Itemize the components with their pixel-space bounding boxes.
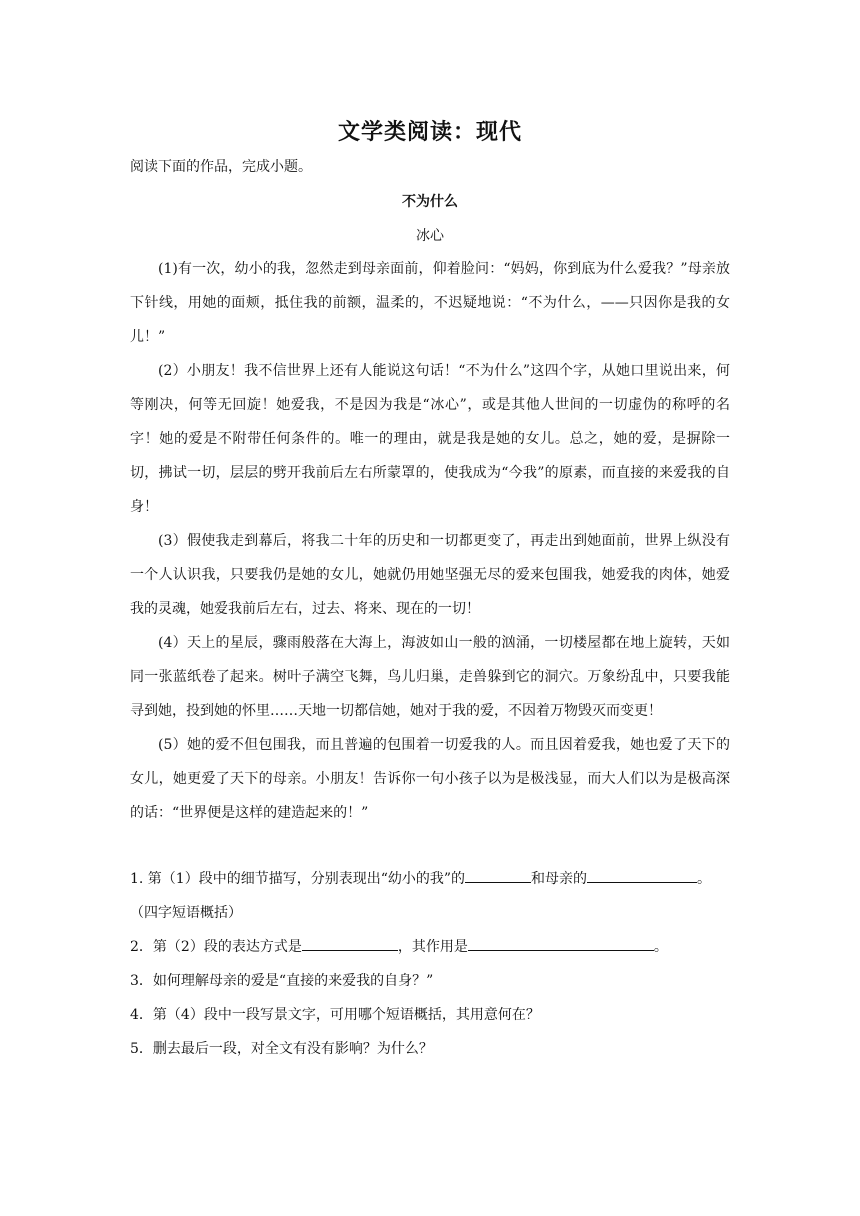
question-1 [130, 868, 711, 888]
instruction-text: 阅读下面的作品，完成小题。 [130, 159, 312, 175]
page-title: 文学类阅读：现代 [337, 120, 522, 145]
article-title: 不为什么 [402, 194, 458, 210]
question-1-text-b: 和母亲的 [531, 871, 588, 887]
question-2-text-b: ，其作用是 [397, 939, 468, 955]
question-2-text-a: 2．第（2）段的表达方式是 [130, 939, 302, 955]
question-1-text-c: 。 [697, 871, 712, 887]
question-4: 4．第（4）段中一段写景文字，可用哪个短语概括，其用意何在？ [130, 1007, 540, 1023]
answer-blank-2b[interactable] [468, 936, 654, 951]
question-5: 5．删去最后一段，对全文有没有影响？为什么？ [130, 1041, 433, 1057]
question-1-text-a: 1. 第（1）段中的细节描写，分别表现出“幼小的我”的 [130, 871, 466, 887]
question-3: 3．如何理解母亲的爱是“直接的来爱我的自身？” [130, 973, 434, 989]
paragraph-2: (2）小朋友！我不信世界上还有人能说这句话！“不为什么”这四个字，从她口里说出来，何等刚决，何等无回旋！她爱我，不是因为我是“冰心”，或是其他人世间的一切虚伪的称呼的名字！她的爱是不附带任何条件的。唯一的理由，就是我是她的女儿。总之，她的爱，是摒除一切，拂试一切，层层的劈开我前后左右所蒙罩的，使我成为“今我”的原素，而直接的来爱我的自身！ [130, 363, 730, 515]
paragraph-3: (3）假使我走到幕后，将我二十年的历史和一切都更变了，再走出到她面前，世界上纵没有一个人认识我，只要我仍是她的女儿，她就仍用她坚强无尽的爱来包围我，她爱我的肉体，她爱我的灵魂，她爱我前后左右，过去、将来、现在的一切！ [130, 533, 730, 617]
article-body [130, 252, 730, 830]
answer-blank-1b[interactable] [587, 868, 697, 883]
paragraph-1: (1)有一次，幼小的我，忽然走到母亲面前，仰着脸问：“妈妈，你到底为什么爱我？”母亲放下针线，用她的面颊，抵住我的前额，温柔的，不迟疑地说：“不为什么，——只因你是我的女儿！” [130, 261, 730, 345]
question-2 [130, 936, 668, 956]
paragraph-5: (5）她的爱不但包围我，而且普遍的包围着一切爱我的人。而且因着爱我，她也爱了天下的女儿，她更爱了天下的母亲。小朋友！告诉你一句小孩子以为是极浅显，而大人们以为是极高深的话：“世界便是这样的建造起来的！” [130, 737, 730, 821]
answer-blank-2a[interactable] [302, 936, 398, 951]
question-2-text-c: 。 [653, 939, 668, 955]
answer-blank-1a[interactable] [465, 868, 531, 883]
question-1-note: （四字短语概括） [130, 905, 242, 921]
article-author: 冰心 [416, 228, 444, 244]
paragraph-4: (4）天上的星辰，骤雨般落在大海上，海波如山一般的汹涌，一切楼屋都在地上旋转，天如同一张蓝纸卷了起来。树叶子满空飞舞，鸟儿归巢，走兽躲到它的洞穴。万象纷乱中，只要我能寻到她，投到她的怀里……天地一切都信她，她对于我的爱，不因着万物毁灭而变更！ [130, 635, 730, 719]
